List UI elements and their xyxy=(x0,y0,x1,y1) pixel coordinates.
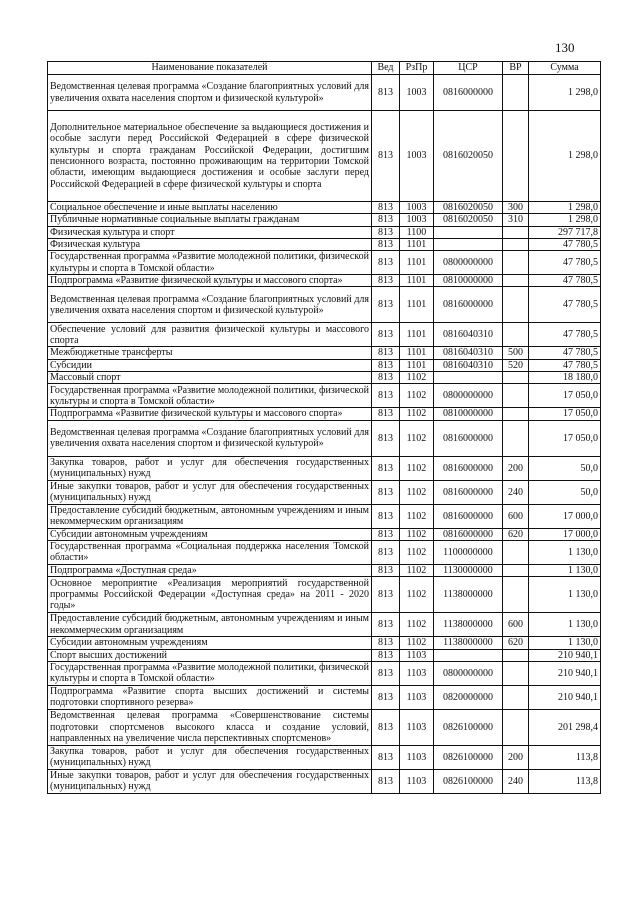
cell-sum: 113,8 xyxy=(529,745,601,769)
cell-ved: 813 xyxy=(372,226,400,238)
table-row xyxy=(48,456,601,480)
cell-name: Физическая культура xyxy=(48,238,372,250)
cell-vr: 600 xyxy=(503,613,529,637)
cell-sum: 1 130,0 xyxy=(529,577,601,613)
cell-rzpr: 1103 xyxy=(400,709,434,745)
cell-csr: 0816000000 xyxy=(434,75,503,111)
cell-name: Социальное обеспечение и иные выплаты населению xyxy=(48,202,372,214)
cell-sum: 18 180,0 xyxy=(529,372,601,384)
cell-sum: 17 050,0 xyxy=(529,384,601,408)
cell-name: Ведомственная целевая программа «Создание благоприятных условий для увеличения охвата населения спортом и физической культурой» xyxy=(48,287,372,323)
cell-ved: 813 xyxy=(372,709,400,745)
cell-vr: 300 xyxy=(503,202,529,214)
table-row xyxy=(48,420,601,456)
cell-rzpr: 1102 xyxy=(400,528,434,540)
cell-name: Публичные нормативные социальные выплаты гражданам xyxy=(48,214,372,226)
cell-csr: 0816000000 xyxy=(434,287,503,323)
cell-ved: 813 xyxy=(372,359,400,371)
cell-ved: 813 xyxy=(372,75,400,111)
cell-ved: 813 xyxy=(372,323,400,347)
table-row xyxy=(48,384,601,408)
cell-rzpr: 1102 xyxy=(400,564,434,576)
cell-csr: 1138000000 xyxy=(434,637,503,649)
cell-name: Иные закупки товаров, работ и услуг для обеспечения государственных (муниципальных) нужд xyxy=(48,480,372,504)
cell-ved: 813 xyxy=(372,745,400,769)
cell-sum: 47 780,5 xyxy=(529,238,601,250)
cell-csr: 1100000000 xyxy=(434,540,503,564)
table-row xyxy=(48,577,601,613)
cell-rzpr: 1102 xyxy=(400,577,434,613)
cell-rzpr: 1101 xyxy=(400,275,434,287)
table-row xyxy=(48,709,601,745)
cell-sum: 50,0 xyxy=(529,480,601,504)
table-row xyxy=(48,214,601,226)
table-row xyxy=(48,323,601,347)
cell-csr: 0816020050 xyxy=(434,214,503,226)
table-row xyxy=(48,769,601,793)
table-row xyxy=(48,408,601,420)
table-body xyxy=(48,75,601,794)
cell-name: Субсидии xyxy=(48,359,372,371)
table-row xyxy=(48,685,601,709)
table-row xyxy=(48,540,601,564)
cell-name: Ведомственная целевая программа «Создание благоприятных условий для увеличения охвата населения спортом и физической культурой» xyxy=(48,420,372,456)
table-row xyxy=(48,745,601,769)
cell-vr xyxy=(503,287,529,323)
cell-rzpr: 1101 xyxy=(400,238,434,250)
cell-sum: 17 050,0 xyxy=(529,408,601,420)
cell-sum: 47 780,5 xyxy=(529,323,601,347)
table-row xyxy=(48,564,601,576)
cell-csr: 0826100000 xyxy=(434,769,503,793)
cell-csr: 0816040310 xyxy=(434,347,503,359)
header-sum: Сумма xyxy=(529,62,601,75)
cell-name: Подпрограмма «Доступная среда» xyxy=(48,564,372,576)
table-row xyxy=(48,202,601,214)
cell-csr: 0816040310 xyxy=(434,359,503,371)
table-row xyxy=(48,238,601,250)
cell-rzpr: 1101 xyxy=(400,347,434,359)
cell-csr: 0826100000 xyxy=(434,745,503,769)
cell-rzpr: 1102 xyxy=(400,613,434,637)
table-row xyxy=(48,75,601,111)
cell-sum: 1 130,0 xyxy=(529,637,601,649)
cell-rzpr: 1102 xyxy=(400,420,434,456)
cell-csr: 1138000000 xyxy=(434,613,503,637)
cell-sum: 1 298,0 xyxy=(529,111,601,202)
cell-csr: 0816000000 xyxy=(434,504,503,528)
cell-sum: 47 780,5 xyxy=(529,251,601,275)
header-rzpr: РзПр xyxy=(400,62,434,75)
table-row xyxy=(48,528,601,540)
cell-sum: 47 780,5 xyxy=(529,287,601,323)
cell-rzpr: 1103 xyxy=(400,685,434,709)
cell-name: Предоставление субсидий бюджетным, автономным учреждениям и иным некоммерческим организациям xyxy=(48,504,372,528)
cell-name: Государственная программа «Развитие молодежной политики, физической культуры и спорта в Томской области» xyxy=(48,661,372,685)
cell-csr: 1130000000 xyxy=(434,564,503,576)
cell-sum: 201 298,4 xyxy=(529,709,601,745)
header-csr: ЦСР xyxy=(434,62,503,75)
cell-sum: 50,0 xyxy=(529,456,601,480)
cell-name: Ведомственная целевая программа «Создание благоприятных условий для увеличения охвата населения спортом и физической культурой» xyxy=(48,75,372,111)
cell-vr: 310 xyxy=(503,214,529,226)
cell-ved: 813 xyxy=(372,649,400,661)
cell-csr: 0810000000 xyxy=(434,275,503,287)
table-row xyxy=(48,287,601,323)
cell-rzpr: 1102 xyxy=(400,480,434,504)
cell-csr xyxy=(434,372,503,384)
cell-vr: 500 xyxy=(503,347,529,359)
cell-vr xyxy=(503,564,529,576)
cell-name: Основное мероприятие «Реализация мероприятий государственной программы Российской Федерации «Доступная среда» на 2011 - 2020 годы» xyxy=(48,577,372,613)
cell-vr xyxy=(503,540,529,564)
cell-vr: 200 xyxy=(503,456,529,480)
cell-sum: 210 940,1 xyxy=(529,649,601,661)
cell-rzpr: 1102 xyxy=(400,408,434,420)
cell-csr: 0816040310 xyxy=(434,323,503,347)
cell-vr xyxy=(503,226,529,238)
header-ved: Вед xyxy=(372,62,400,75)
cell-ved: 813 xyxy=(372,372,400,384)
cell-vr: 600 xyxy=(503,504,529,528)
cell-sum: 1 298,0 xyxy=(529,75,601,111)
cell-vr: 240 xyxy=(503,480,529,504)
cell-vr xyxy=(503,275,529,287)
cell-ved: 813 xyxy=(372,480,400,504)
cell-rzpr: 1003 xyxy=(400,111,434,202)
cell-name: Государственная программа «Социальная поддержка населения Томской области» xyxy=(48,540,372,564)
cell-vr xyxy=(503,709,529,745)
cell-name: Субсидии автономным учреждениям xyxy=(48,637,372,649)
table-row xyxy=(48,613,601,637)
cell-csr: 0816020050 xyxy=(434,202,503,214)
header-name: Наименование показателей xyxy=(48,62,372,75)
cell-ved: 813 xyxy=(372,637,400,649)
table-row xyxy=(48,251,601,275)
cell-sum: 1 298,0 xyxy=(529,214,601,226)
cell-name: Государственная программа «Развитие молодежной политики, физической культуры и спорта в Томской области» xyxy=(48,251,372,275)
cell-csr: 1138000000 xyxy=(434,577,503,613)
cell-ved: 813 xyxy=(372,238,400,250)
cell-csr: 0800000000 xyxy=(434,661,503,685)
cell-name: Закупка товаров, работ и услуг для обеспечения государственных (муниципальных) нужд xyxy=(48,745,372,769)
cell-ved: 813 xyxy=(372,111,400,202)
cell-name: Обеспечение условий для развития физической культуры и массового спорта xyxy=(48,323,372,347)
cell-name: Ведомственная целевая программа «Совершенствование системы подготовки спортсменов высокого класса и создание условий, направленных на увеличение числа перспективных спортсменов» xyxy=(48,709,372,745)
cell-name: Физическая культура и спорт xyxy=(48,226,372,238)
cell-rzpr: 1103 xyxy=(400,769,434,793)
cell-ved: 813 xyxy=(372,251,400,275)
cell-vr xyxy=(503,420,529,456)
cell-name: Субсидии автономным учреждениям xyxy=(48,528,372,540)
cell-sum: 17 000,0 xyxy=(529,528,601,540)
cell-vr xyxy=(503,577,529,613)
cell-sum: 1 298,0 xyxy=(529,202,601,214)
cell-ved: 813 xyxy=(372,287,400,323)
cell-vr xyxy=(503,408,529,420)
cell-vr xyxy=(503,685,529,709)
cell-ved: 813 xyxy=(372,577,400,613)
cell-vr xyxy=(503,661,529,685)
table-row xyxy=(48,275,601,287)
cell-rzpr: 1102 xyxy=(400,372,434,384)
cell-ved: 813 xyxy=(372,408,400,420)
cell-csr: 0800000000 xyxy=(434,251,503,275)
cell-sum: 47 780,5 xyxy=(529,275,601,287)
cell-ved: 813 xyxy=(372,540,400,564)
cell-ved: 813 xyxy=(372,347,400,359)
cell-vr xyxy=(503,238,529,250)
cell-rzpr: 1101 xyxy=(400,287,434,323)
table-row xyxy=(48,504,601,528)
cell-ved: 813 xyxy=(372,456,400,480)
cell-sum: 47 780,5 xyxy=(529,359,601,371)
cell-sum: 1 130,0 xyxy=(529,564,601,576)
cell-rzpr: 1102 xyxy=(400,384,434,408)
cell-csr: 0816000000 xyxy=(434,480,503,504)
cell-ved: 813 xyxy=(372,685,400,709)
cell-csr xyxy=(434,649,503,661)
cell-rzpr: 1101 xyxy=(400,251,434,275)
cell-csr: 0816020050 xyxy=(434,111,503,202)
cell-csr: 0800000000 xyxy=(434,384,503,408)
cell-csr: 0816000000 xyxy=(434,456,503,480)
table-row xyxy=(48,480,601,504)
cell-sum: 17 050,0 xyxy=(529,420,601,456)
table-row xyxy=(48,372,601,384)
table-row xyxy=(48,226,601,238)
cell-name: Подпрограмма «Развитие физической культуры и массового спорта» xyxy=(48,408,372,420)
table-row xyxy=(48,661,601,685)
cell-ved: 813 xyxy=(372,564,400,576)
cell-rzpr: 1101 xyxy=(400,359,434,371)
cell-name: Закупка товаров, работ и услуг для обеспечения государственных (муниципальных) нужд xyxy=(48,456,372,480)
cell-sum: 47 780,5 xyxy=(529,347,601,359)
cell-vr: 620 xyxy=(503,637,529,649)
cell-name: Предоставление субсидий бюджетным, автономным учреждениям и иным некоммерческим организациям xyxy=(48,613,372,637)
cell-vr xyxy=(503,323,529,347)
table-row xyxy=(48,111,601,202)
cell-rzpr: 1102 xyxy=(400,540,434,564)
cell-sum: 1 130,0 xyxy=(529,540,601,564)
cell-rzpr: 1103 xyxy=(400,661,434,685)
cell-vr: 620 xyxy=(503,528,529,540)
cell-name: Массовый спорт xyxy=(48,372,372,384)
cell-ved: 813 xyxy=(372,613,400,637)
page-number: 130 xyxy=(555,40,575,55)
cell-ved: 813 xyxy=(372,661,400,685)
cell-name: Подпрограмма «Развитие физической культуры и массового спорта» xyxy=(48,275,372,287)
cell-csr: 0816000000 xyxy=(434,420,503,456)
cell-sum: 1 130,0 xyxy=(529,613,601,637)
cell-sum: 17 000,0 xyxy=(529,504,601,528)
cell-ved: 813 xyxy=(372,202,400,214)
cell-name: Спорт высших достижений xyxy=(48,649,372,661)
cell-vr xyxy=(503,372,529,384)
header-vr: ВР xyxy=(503,62,529,75)
cell-csr: 0816000000 xyxy=(434,528,503,540)
cell-rzpr: 1102 xyxy=(400,456,434,480)
cell-name: Дополнительное материальное обеспечение за выдающиеся достижения и особые заслуги перед Российской Федерацией в сфере физической культуры и спорта гражданам Российской Федерации, достигшим пенсионного возраста, постоянно проживающим на территории Томской области, имеющим выдающиеся достижения и особые заслуги перед Российской Федерацией в сфере физической культуры и спорта xyxy=(48,111,372,202)
cell-rzpr: 1103 xyxy=(400,649,434,661)
cell-vr xyxy=(503,649,529,661)
cell-name: Подпрограмма «Развитие спорта высших достижений и системы подготовки спортивного резерва» xyxy=(48,685,372,709)
cell-name: Иные закупки товаров, работ и услуг для обеспечения государственных (муниципальных) нужд xyxy=(48,769,372,793)
cell-ved: 813 xyxy=(372,528,400,540)
cell-csr: 0820000000 xyxy=(434,685,503,709)
cell-vr xyxy=(503,75,529,111)
cell-vr: 520 xyxy=(503,359,529,371)
cell-sum: 210 940,1 xyxy=(529,661,601,685)
cell-csr: 0810000000 xyxy=(434,408,503,420)
cell-vr xyxy=(503,384,529,408)
cell-sum: 210 940,1 xyxy=(529,685,601,709)
cell-rzpr: 1003 xyxy=(400,75,434,111)
cell-ved: 813 xyxy=(372,504,400,528)
cell-ved: 813 xyxy=(372,214,400,226)
table-row xyxy=(48,649,601,661)
cell-sum: 113,8 xyxy=(529,769,601,793)
cell-vr: 200 xyxy=(503,745,529,769)
cell-csr xyxy=(434,226,503,238)
cell-vr xyxy=(503,251,529,275)
cell-vr xyxy=(503,111,529,202)
cell-name: Государственная программа «Развитие молодежной политики, физической культуры и спорта в Томской области» xyxy=(48,384,372,408)
cell-csr: 0826100000 xyxy=(434,709,503,745)
cell-rzpr: 1101 xyxy=(400,323,434,347)
cell-ved: 813 xyxy=(372,420,400,456)
cell-sum: 297 717,8 xyxy=(529,226,601,238)
table-row xyxy=(48,637,601,649)
cell-vr: 240 xyxy=(503,769,529,793)
cell-rzpr: 1003 xyxy=(400,214,434,226)
table-row xyxy=(48,359,601,371)
budget-table xyxy=(47,61,601,794)
cell-rzpr: 1102 xyxy=(400,504,434,528)
cell-name: Межбюджетные трансферты xyxy=(48,347,372,359)
cell-csr xyxy=(434,238,503,250)
cell-ved: 813 xyxy=(372,769,400,793)
cell-ved: 813 xyxy=(372,384,400,408)
table-row xyxy=(48,347,601,359)
cell-rzpr: 1103 xyxy=(400,745,434,769)
table-header xyxy=(48,62,601,75)
cell-rzpr: 1102 xyxy=(400,637,434,649)
cell-ved: 813 xyxy=(372,275,400,287)
cell-rzpr: 1003 xyxy=(400,202,434,214)
cell-rzpr: 1100 xyxy=(400,226,434,238)
